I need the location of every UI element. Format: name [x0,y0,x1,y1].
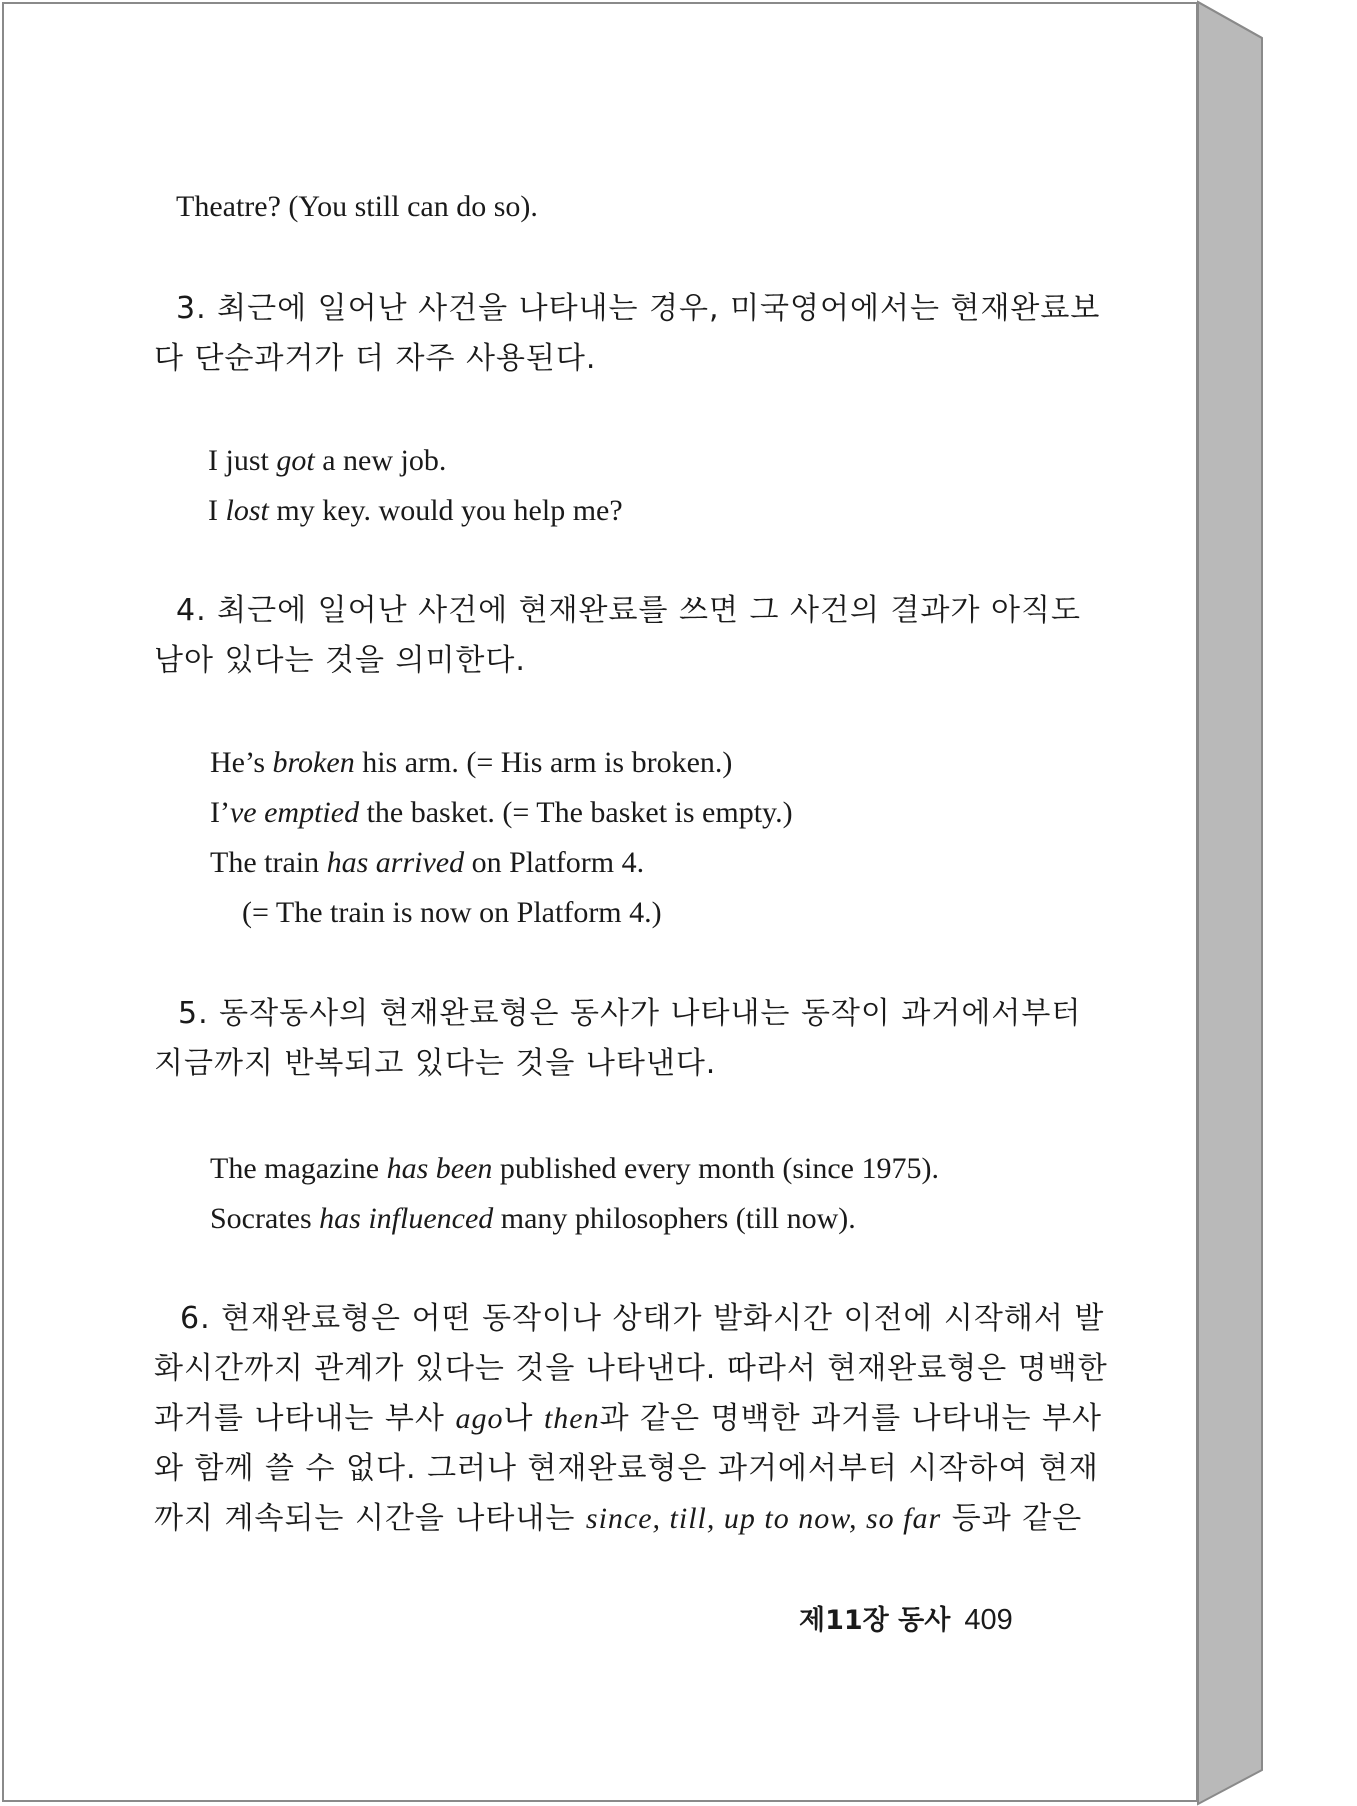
section-3-examples [208,436,623,536]
section-6-paragraph [154,1294,1108,1544]
section-5-examples [210,1144,939,1244]
example-sentence: The train has arrived on Platform 4. [210,846,645,879]
example-sentence: He’s broken his arm. (= His arm is broken.) [210,746,733,779]
page-number: 409 [964,1604,1013,1636]
paragraph-line: 와 함께 쓸 수 없다. 그러나 현재완료형은 과거에서부터 시작하여 현재 [154,1451,1099,1486]
example-sentence: I lost my key. would you help me? [208,494,623,527]
example-sentence: (= The train is now on Platform 4.) [242,896,662,929]
paragraph-line: 5. 동작동사의 현재완료형은 동사가 나타내는 동작이 과거에서부터 [178,996,1082,1031]
paragraph-line: 화시간까지 관계가 있다는 것을 나타낸다. 따라서 현재완료형은 명백한 [154,1351,1108,1386]
paragraph-line: 6. 현재완료형은 어떤 동작이나 상태가 발화시간 이전에 시작해서 발 [180,1301,1105,1336]
paragraph-line: 다 단순과거가 더 자주 사용된다. [154,341,597,376]
book-page [2,2,1198,1802]
paragraph-line: 지금까지 반복되고 있다는 것을 나타낸다. [154,1046,717,1081]
text-fragment-top: Theatre? (You still can do so). [176,190,538,223]
section-4-examples [210,738,793,938]
paragraph-line: 3. 최근에 일어난 사건을 나타내는 경우, 미국영어에서는 현재완료보 [176,291,1101,326]
paragraph-line: 4. 최근에 일어난 사건에 현재완료를 쓰면 그 사건의 결과가 아직도 [176,593,1081,628]
paragraph-line: 남아 있다는 것을 의미한다. [154,643,526,678]
chapter-label: 제11장 동사 [799,1605,951,1636]
section-3-paragraph [154,284,1100,384]
paragraph-line: 과거를 나타내는 부사 ago나 then과 같은 명백한 과거를 나타내는 부사 [154,1401,1103,1436]
paragraph-line: 까지 계속되는 시간을 나타내는 since, till, up to now, so far 등과 같은 [154,1501,1083,1536]
example-sentence: I just got a new job. [208,444,447,477]
example-sentence: Socrates has influenced many philosophers (till now). [210,1202,856,1235]
page-footer [799,1600,1013,1641]
example-sentence: I’ve emptied the basket. (= The basket is empty.) [210,796,793,829]
example-sentence: The magazine has been published every month (since 1975). [210,1152,939,1185]
section-4-paragraph [154,586,1081,686]
section-5-paragraph [154,989,1081,1089]
